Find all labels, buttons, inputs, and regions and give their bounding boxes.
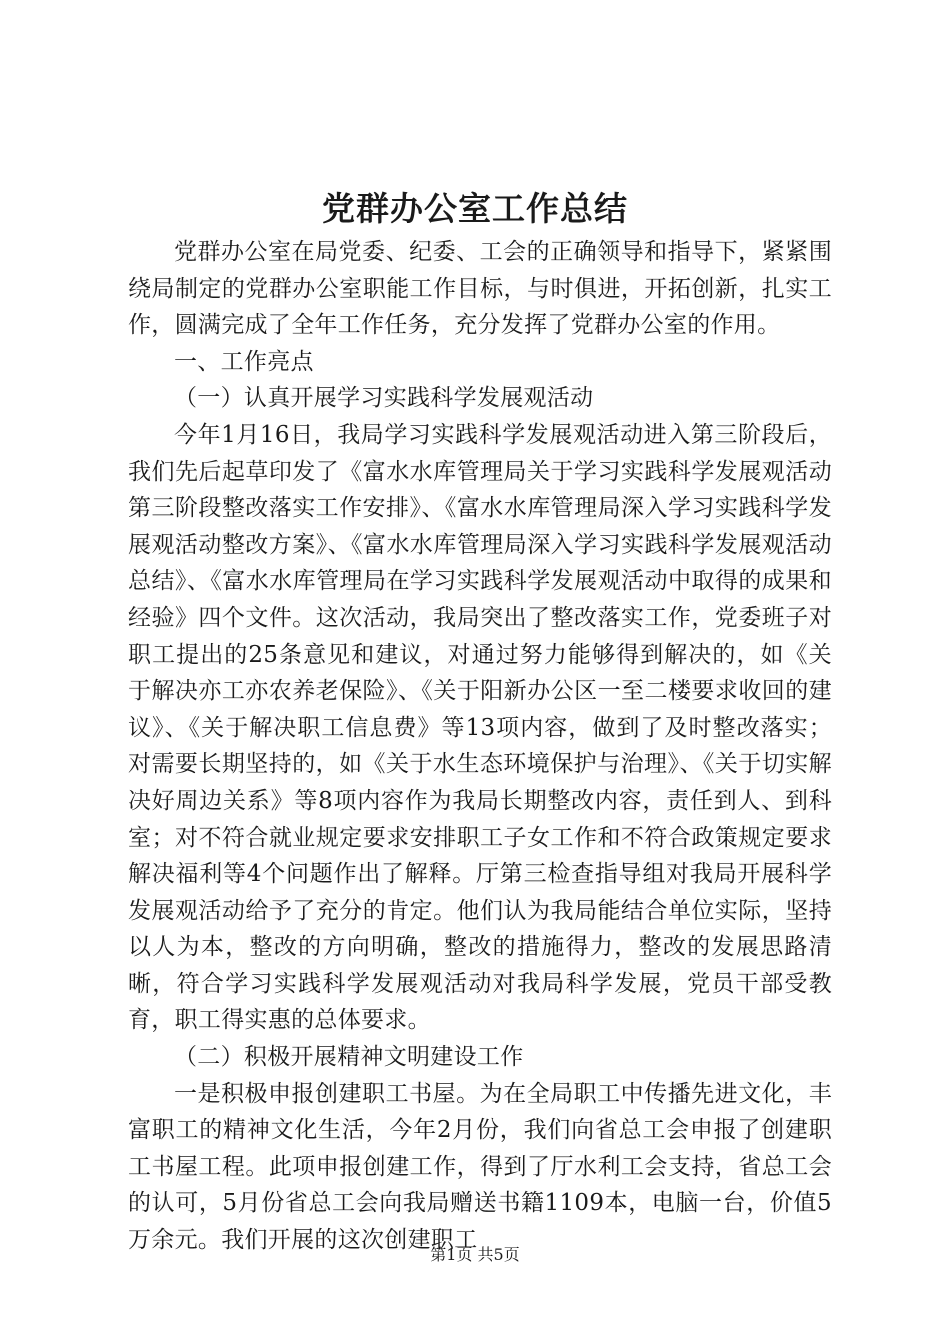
- subsection-heading-1: （一）认真开展学习实践科学发展观活动: [174, 385, 594, 412]
- section-heading-highlights: 一、工作亮点: [174, 348, 314, 375]
- subsection-heading-2: （二）积极开展精神文明建设工作: [174, 1044, 524, 1071]
- paragraph-intro: 党群办公室在局党委、纪委、工会的正确领导和指导下，紧紧围绕局制定的党群办公室职能工作目标，与时俱进，开拓创新，扎实工作，圆满完成了全年工作任务，充分发挥了党群办公室的作用。: [128, 239, 832, 339]
- paragraph-2: 一是积极申报创建职工书屋。为在全局职工中传播先进文化，丰富职工的精神文化生活，今年2月份，我们向省总工会申报了创建职工书屋工程。此项申报创建工作，得到了厅水利工会支持，省总工会的认可，5月份省总工会向我局赠送书籍1109本，电脑一台，价值5万余元。我们开展的这次创建职工: [128, 1080, 832, 1254]
- page-footer: 第1页 共5页: [430, 1245, 520, 1264]
- paragraph-1: 今年1月16日，我局学习实践科学发展观活动进入第三阶段后，我们先后起草印发了《富水水库管理局关于学习实践科学发展观活动第三阶段整改落实工作安排》、《富水水库管理局深入学习实践科学发展观活动整改方案》、《富水水库管理局深入学习实践科学发展观活动总结》、《富水水库管理局在学习实践科学发展观活动中取得的成果和经验》四个文件。这次活动，我局突出了整改落实工作，党委班子对职工提出的25条意见和建议，对通过努力能够得到解决的，如《关于解决亦工亦农养老保险》、《关于阳新办公区一至二楼要求收回的建议》、《关于解决职工信息费》等13项内容，做到了及时整改落实；对需要长期坚持的，如《关于水生态环境保护与治理》、《关于切实解决好周边关系》等8项内容作为我局长期整改内容，责任到人、到科室；对不符合就业规定要求安排职工子女工作和不符合政策规定要求解决福利等4个问题作出了解释。厅第三检查指导组对我局开展科学发展观活动给予了充分的肯定。他们认为我局能结合单位实际，坚持以人为本，整改的方向明确，整改的措施得力，整改的发展思路清晰，符合学习实践科学发展观活动对我局科学发展，党员干部受教育，职工得实惠的总体要求。: [128, 421, 832, 1034]
- document-title: 党群办公室工作总结: [322, 189, 628, 228]
- document-body: [128, 234, 832, 1259]
